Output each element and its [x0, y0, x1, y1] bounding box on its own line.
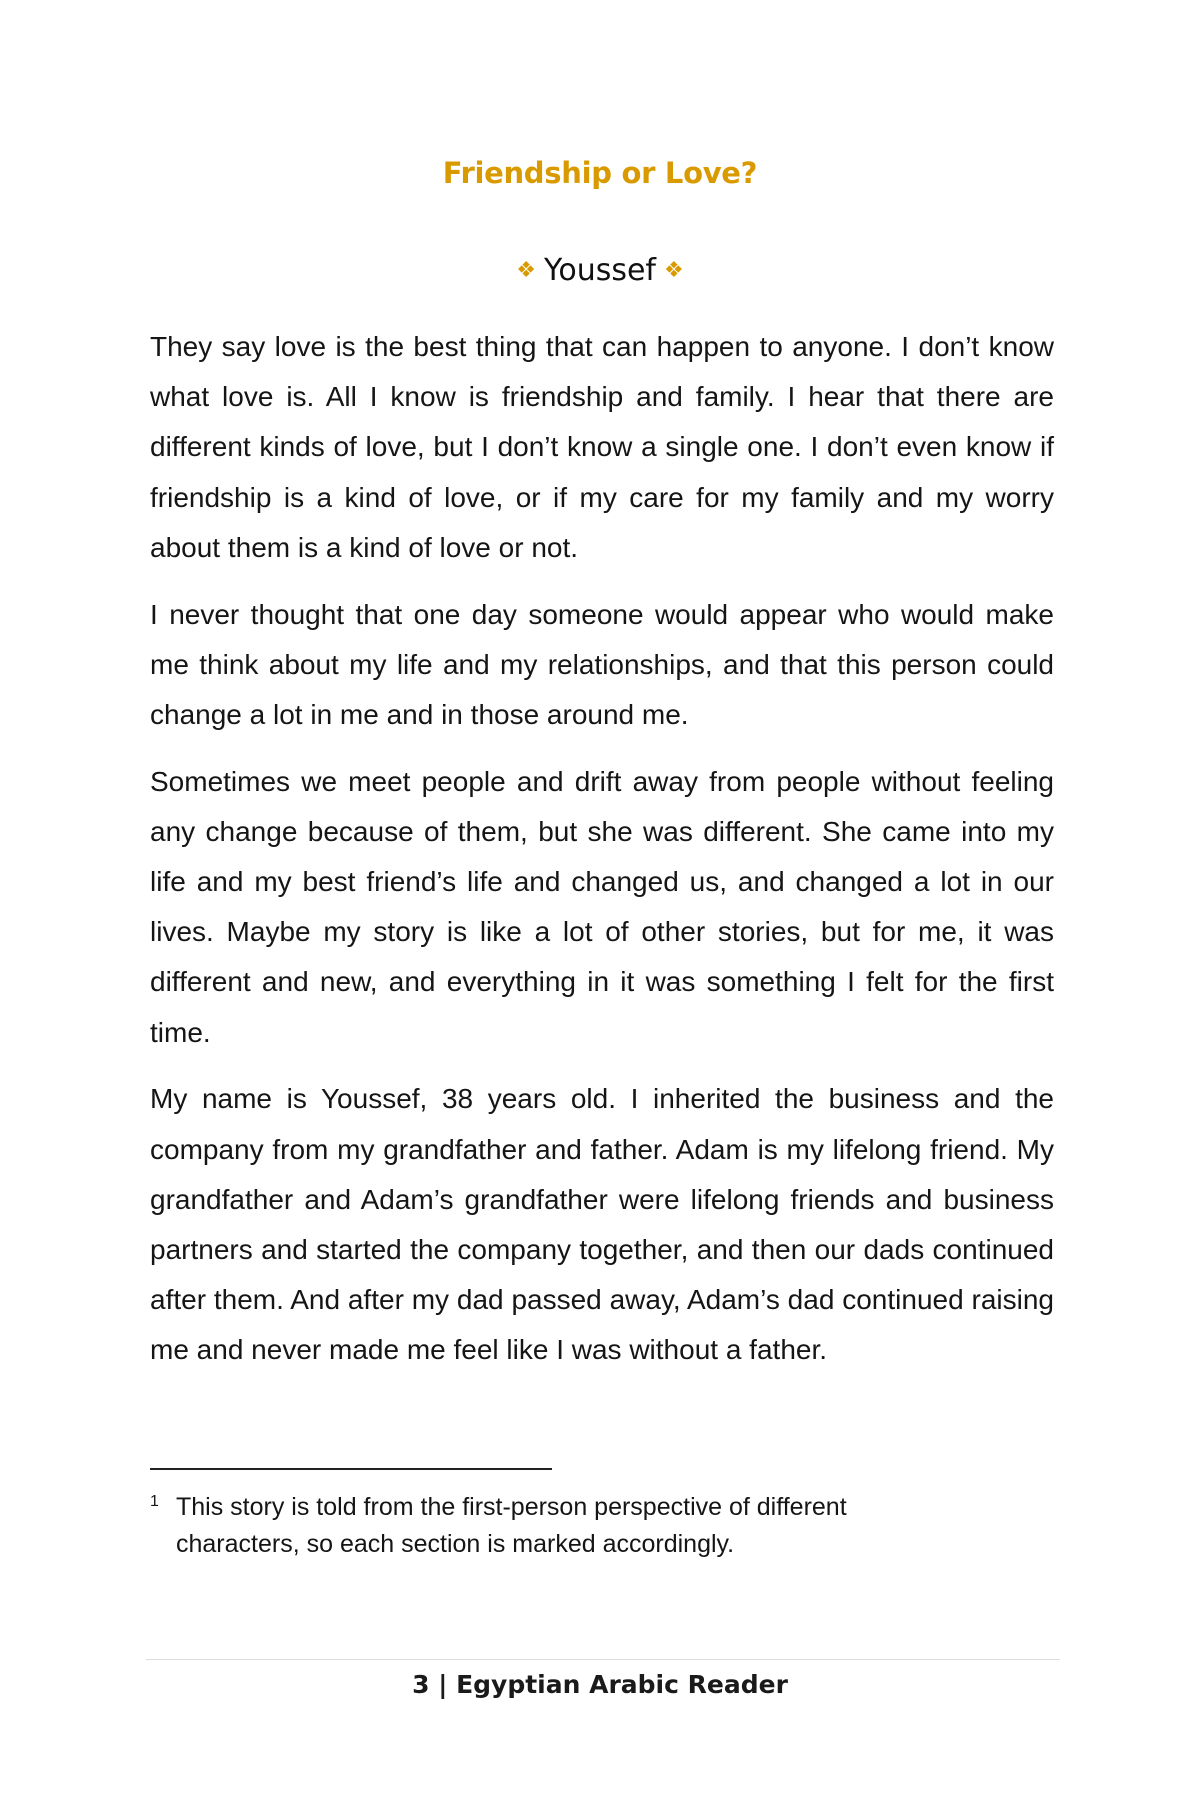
chapter-title	[0, 156, 1200, 190]
book-title: Egyptian Arabic Reader	[456, 1670, 788, 1699]
paragraph: I never thought that one day someone would appear who would make me think about my life and my relationships, and that this person could change a lot in me and in those around me.	[150, 598, 1054, 730]
footnote-marker: 1	[150, 1493, 159, 1510]
footer-divider	[146, 1659, 1060, 1660]
section-narrator-heading	[0, 253, 1200, 288]
footnote-separator	[150, 1468, 552, 1470]
paragraph: They say love is the best thing that can happen to anyone. I don’t know what love is. All I know is friendship and family. I hear that there are different kinds of love, but I don’t know a single one. I don’t even know if friendship is a kind of love, or if my care for my family and my worry about them is a kind of love or not.	[150, 331, 1054, 563]
footnote-text: This story is told from the first-person perspective of different characters, so each section is marked accordingly.	[176, 1493, 847, 1558]
paragraph: Sometimes we meet people and drift away from people without feeling any change because of them, but she was different. She came into my life and my best friend’s life and changed us, and changed a lot in our lives. Maybe my story is like a lot of other stories, but for me, it was different and new, and everything in it was something I felt for the first time.	[150, 765, 1054, 1048]
page-number: 3	[412, 1670, 430, 1699]
paragraph: My name is Youssef, 38 years old. I inherited the business and the company from my grandfather and father. Adam is my lifelong friend. My grandfather and Adam’s grandfather were lifelong friends and business partners and started the company together, and then our dads continued after them. And after my dad passed away, Adam’s dad continued raising me and never made me feel like I was without a father.	[150, 1083, 1054, 1366]
footnote	[150, 1489, 970, 1563]
narrator-name: Youssef	[544, 253, 656, 288]
footer-separator: |	[438, 1670, 448, 1699]
diamond-cluster-icon: ❖	[664, 258, 684, 283]
story-body	[150, 322, 1054, 1392]
page-footer	[0, 1670, 1200, 1699]
chapter-title-text: Friendship or Love?	[442, 156, 758, 190]
diamond-cluster-icon: ❖	[516, 258, 536, 283]
